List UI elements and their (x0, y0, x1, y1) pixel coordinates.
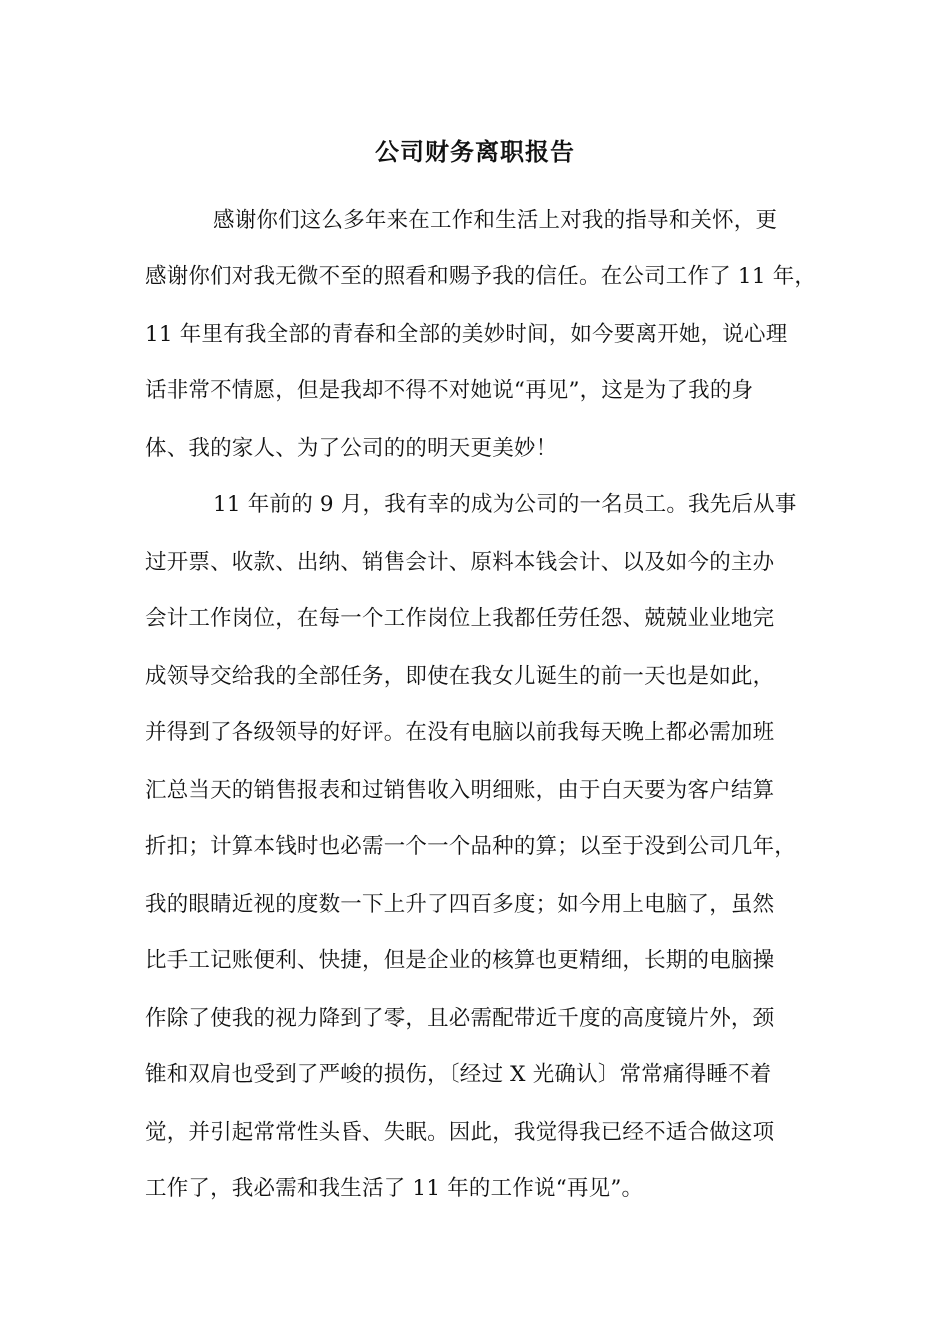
paragraph-line: 觉，并引起常常性头昏、失眠。因此，我觉得我已经不适合做这项 (145, 1120, 775, 1145)
paragraph-line: 成领导交给我的全部任务，即使在我女儿诞生的前一天也是如此， (145, 664, 775, 689)
paragraph-line: 感谢你们对我无微不至的照看和赐予我的信任。在公司工作了 11 年， (145, 264, 817, 289)
paragraph-line: 11 年里有我全部的青春和全部的美妙时间，如今要离开她，说心理 (145, 322, 788, 347)
paragraph-line: 作除了使我的视力降到了零，且必需配带近千度的高度镜片外，颈 (145, 1006, 775, 1031)
paragraph-line: 并得到了各级领导的好评。在没有电脑以前我每天晚上都必需加班 (145, 720, 775, 745)
paragraph-line: 体、我的家人、为了公司的的明天更美妙！ (145, 436, 558, 461)
paragraph-line: 锥和双肩也受到了严峻的损伤，〔经过 X 光确认〕常常痛得睡不着 (145, 1062, 772, 1087)
document-title: 公司财务离职报告 (375, 138, 575, 166)
paragraph-line: 过开票、收款、出纳、销售会计、原料本钱会计、以及如今的主办 (145, 550, 775, 575)
paragraph-line: 11 年前的 9 月，我有幸的成为公司的一名员工。我先后从事 (213, 492, 797, 517)
paragraph-line: 我的眼睛近视的度数一下上升了四百多度；如今用上电脑了，虽然 (145, 892, 775, 917)
paragraph-line: 工作了，我必需和我生活了 11 年的工作说“再见”。 (145, 1176, 644, 1201)
paragraph-line: 汇总当天的销售报表和过销售收入明细账，由于白天要为客户结算 (145, 778, 775, 803)
paragraph-line: 折扣；计算本钱时也必需一个一个品种的算；以至于没到公司几年， (145, 834, 797, 859)
paragraph-line: 话非常不情愿，但是我却不得不对她说“再见”，这是为了我的身 (145, 378, 754, 403)
paragraph-line: 会计工作岗位，在每一个工作岗位上我都任劳任怨、兢兢业业地完 (145, 606, 775, 631)
paragraph-line: 感谢你们这么多年来在工作和生活上对我的指导和关怀，更 (213, 208, 778, 233)
paragraph-line: 比手工记账便利、快捷，但是企业的核算也更精细，长期的电脑操 (145, 948, 775, 973)
